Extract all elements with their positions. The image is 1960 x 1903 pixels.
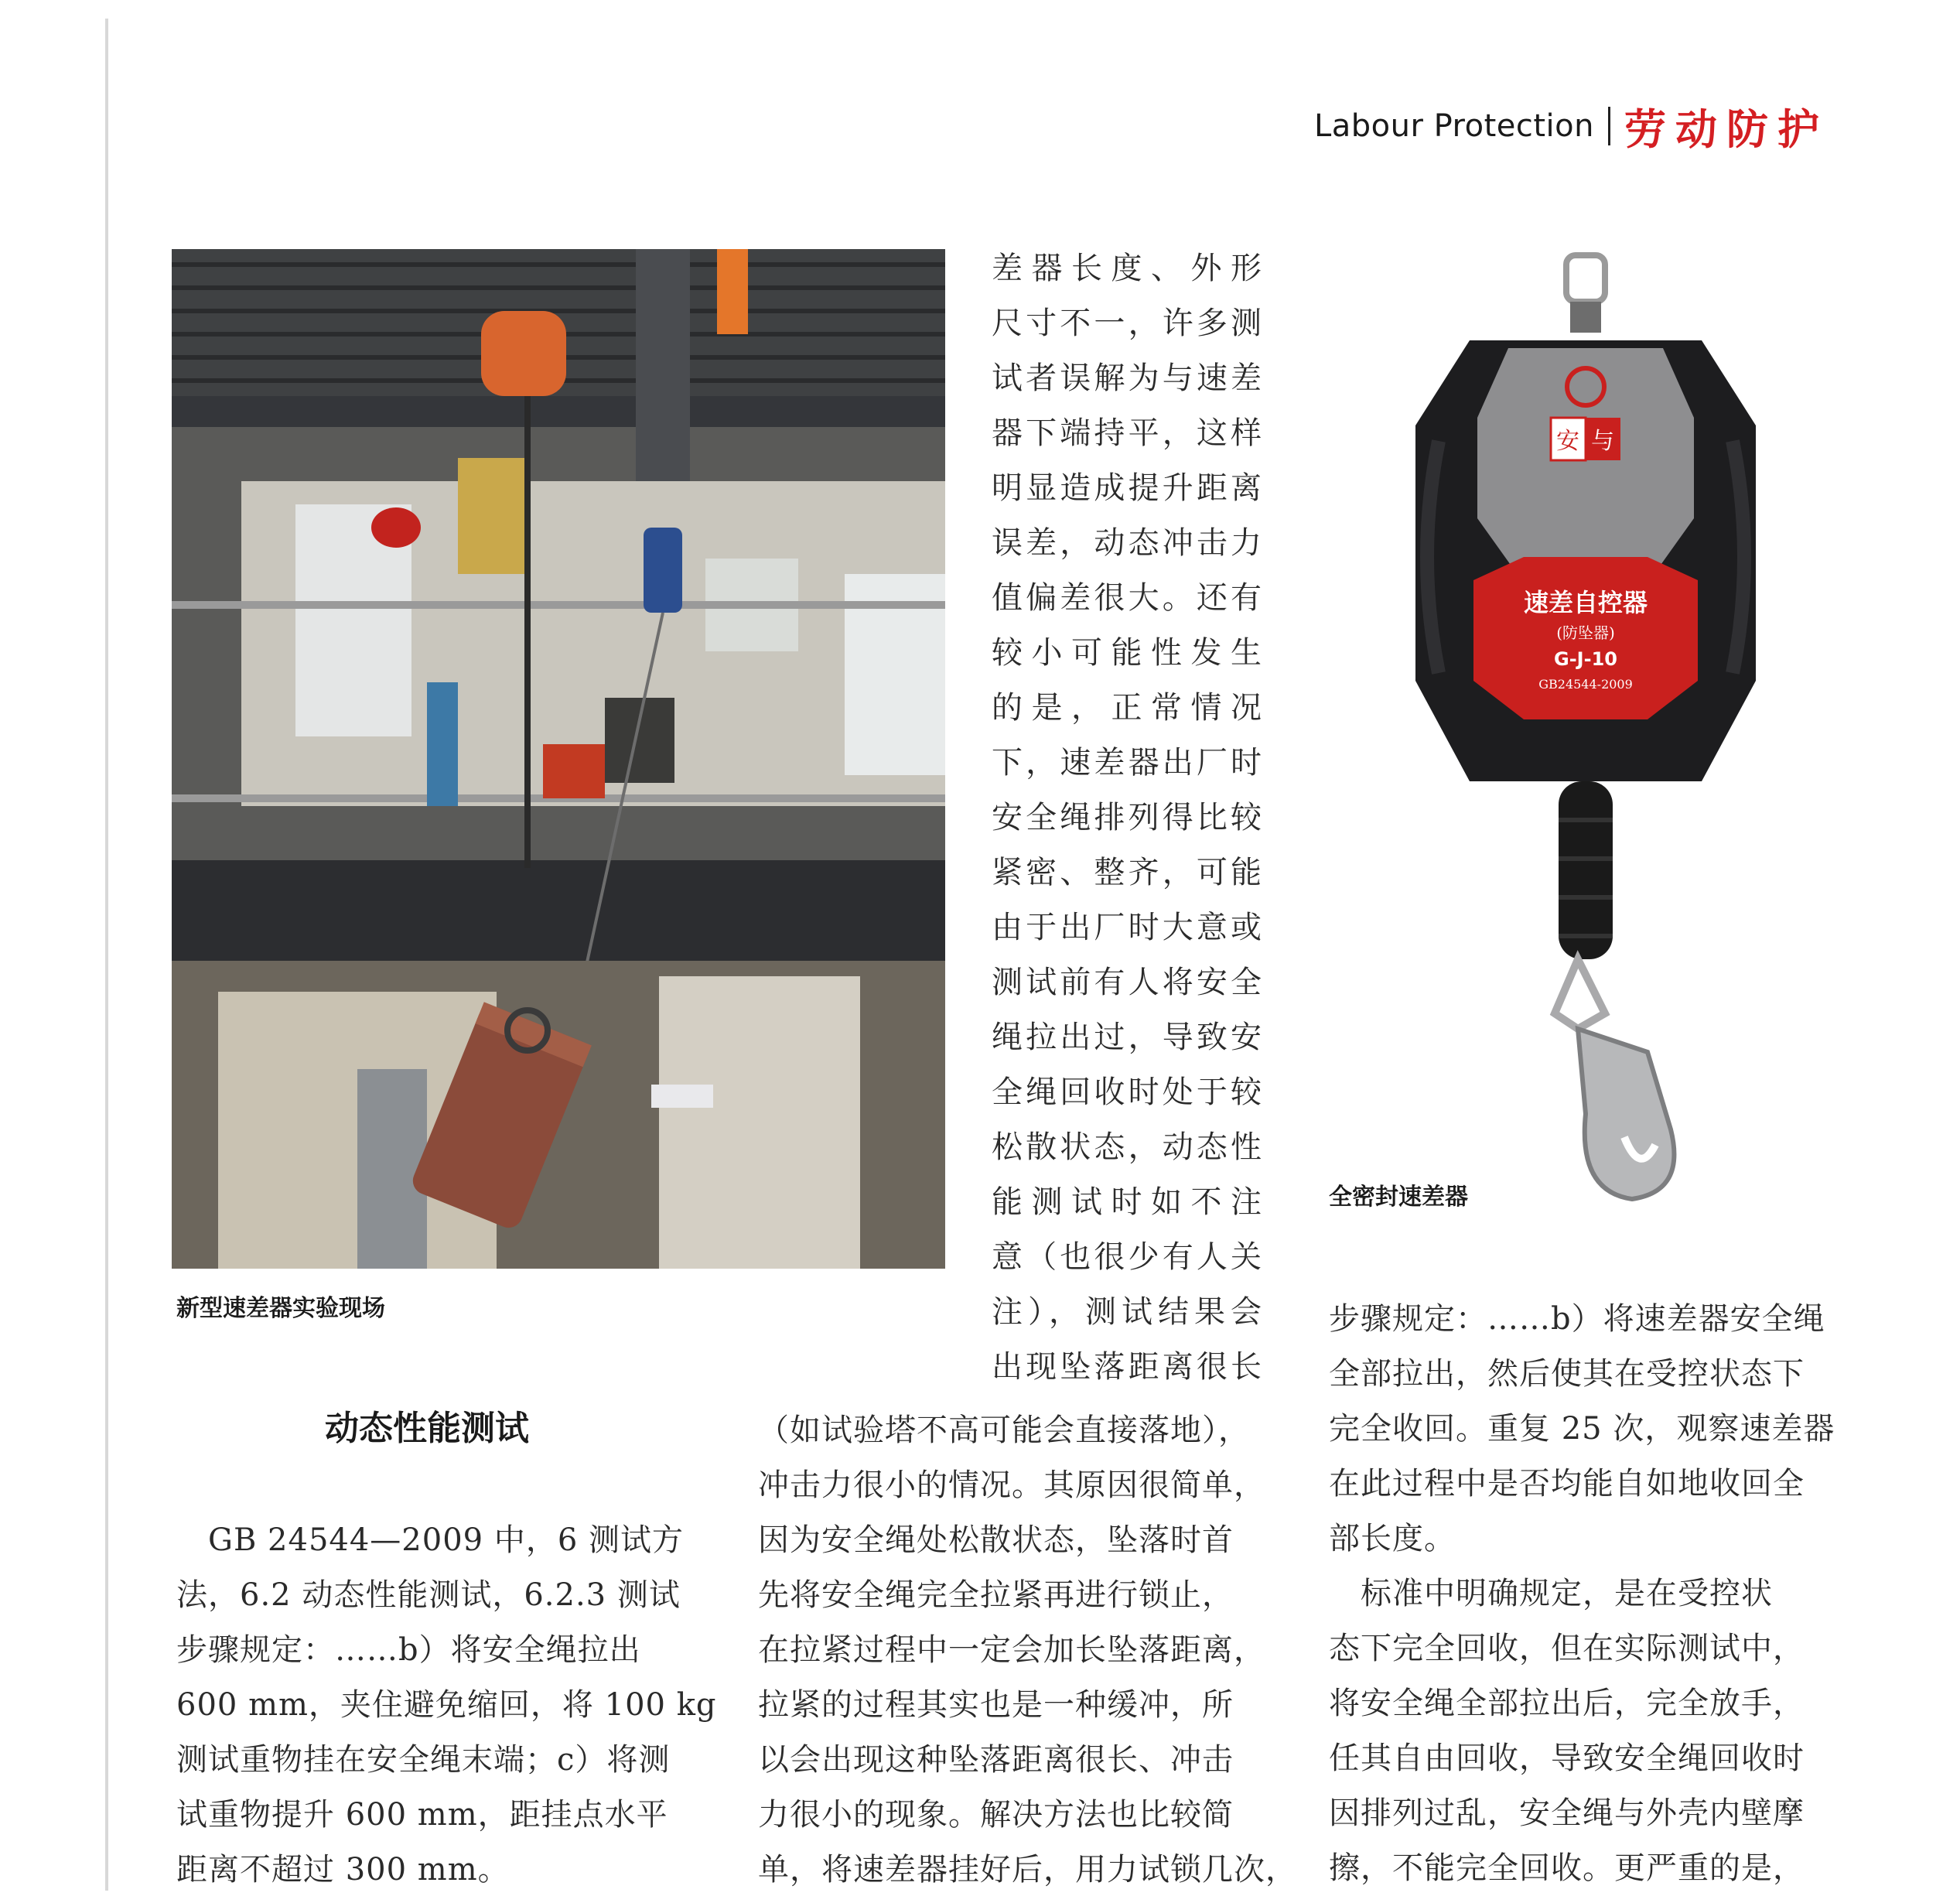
brand-char-left: 安 <box>1556 428 1579 455</box>
text-line: 尺寸不一，许多测 <box>992 306 1262 341</box>
text-line: 单，将速差器挂好后，用力试锁几次， <box>758 1852 1297 1888</box>
text-line: 器下端持平，这样 <box>992 415 1262 451</box>
text-line: 紧密、整齐，可能 <box>992 855 1262 890</box>
text-line: 下，速差器出厂时 <box>992 745 1262 781</box>
column-1 <box>176 1513 717 1898</box>
product-caption: 全密封速差器 <box>1329 1184 1468 1211</box>
text-line: 较小可能性发生 <box>992 635 1262 671</box>
text-line: 拉紧的过程其实也是一种缓冲，所 <box>758 1687 1234 1723</box>
header-divider <box>1608 107 1610 145</box>
text-line: 力很小的现象。解决方法也比较简 <box>758 1797 1234 1833</box>
text-line: 全绳回收时处于较 <box>992 1074 1262 1110</box>
text-line: 距离不超过 300 mm。 <box>176 1852 510 1888</box>
text-line: 部长度。 <box>1329 1521 1456 1556</box>
text-line: 的是，正常情况 <box>992 690 1262 726</box>
product-model: G-J-10 <box>1554 648 1617 670</box>
text-line: 能测试时如不注 <box>992 1184 1262 1220</box>
text-line: 全部拉出，然后使其在受控状态下 <box>1329 1356 1805 1392</box>
text-line: 试者误解为与速差 <box>992 360 1262 396</box>
product-subtitle: (防坠器) <box>1556 624 1615 642</box>
brand-char-right: 与 <box>1591 428 1614 455</box>
text-line: 测试前有人将安全 <box>992 965 1262 1000</box>
photo-caption: 新型速差器实验现场 <box>176 1295 385 1322</box>
header-english: Labour Protection <box>1313 108 1594 144</box>
text-line: 明显造成提升距离 <box>992 470 1262 506</box>
text-line: 差器长度、外形 <box>992 251 1262 286</box>
text-line: 冲击力很小的情况。其原因很简单， <box>758 1467 1265 1503</box>
text-line: 在拉紧过程中一定会加长坠落距离， <box>758 1632 1265 1668</box>
text-line: 测试重物挂在安全绳末端；c）将测 <box>176 1742 671 1778</box>
text-line: 先将安全绳完全拉紧再进行锁止， <box>758 1577 1234 1613</box>
text-line: 将安全绳全部拉出后，完全放手， <box>1329 1686 1805 1721</box>
text-line: 擦，不能完全回收。更严重的是， <box>1329 1850 1805 1886</box>
lab-photo <box>172 249 945 1269</box>
text-line: 松散状态，动态性 <box>992 1129 1262 1165</box>
text-line: 任其自由回收，导致安全绳回收时 <box>1329 1741 1805 1776</box>
text-line: 以会出现这种坠落距离很长、冲击 <box>758 1742 1234 1778</box>
text-line: 安全绳排列得比较 <box>992 800 1262 835</box>
text-line: 步骤规定：……b）将速差器安全绳 <box>1329 1301 1825 1337</box>
text-line: 试重物提升 600 mm，距挂点水平 <box>176 1797 668 1833</box>
column-2-upper <box>992 241 1262 1395</box>
page-gutter-line <box>105 19 108 1891</box>
text-line: 在此过程中是否均能自如地收回全 <box>1329 1466 1805 1502</box>
text-line: 态下完全回收，但在实际测试中， <box>1329 1631 1805 1666</box>
column-3 <box>1329 1292 1839 1896</box>
text-line: 由于出厂时大意或 <box>992 910 1262 945</box>
text-line: 意（也很少有人关 <box>992 1239 1262 1275</box>
text-line: 600 mm，夹住避免缩回，将 100 kg <box>176 1687 717 1723</box>
text-line: 值偏差很大。还有 <box>992 580 1262 616</box>
header-chinese: 劳动防护 <box>1624 104 1829 154</box>
text-line: 步骤规定：……b）将安全绳拉出 <box>176 1632 641 1668</box>
text-line: 因为安全绳处松散状态，坠落时首 <box>758 1522 1234 1558</box>
text-line: 绳拉出过，导致安 <box>992 1020 1262 1055</box>
product-image <box>1392 248 1779 1215</box>
text-line: 出现坠落距离很长 <box>992 1349 1262 1385</box>
text-line: （如试验塔不高可能会直接落地）， <box>758 1413 1250 1448</box>
section-title: 动态性能测试 <box>325 1409 529 1448</box>
column-2-lower <box>758 1403 1297 1898</box>
text-line: 法，6.2 动态性能测试，6.2.3 测试 <box>176 1577 681 1613</box>
text-line: 完全收回。重复 25 次，观察速差器 <box>1329 1411 1835 1447</box>
product-standard: GB24544-2009 <box>1538 677 1633 692</box>
page-header <box>1314 99 1829 153</box>
product-title: 速差自控器 <box>1523 588 1648 617</box>
text-line: 注），测试结果会 <box>992 1294 1262 1330</box>
text-line: 误差，动态冲击力 <box>992 525 1262 561</box>
text-line: 标准中明确规定，是在受控状 <box>1329 1576 1773 1611</box>
text-line: 因排列过乱，安全绳与外壳内壁摩 <box>1329 1795 1805 1831</box>
text-line: GB 24544—2009 中，6 测试方 <box>176 1522 684 1558</box>
